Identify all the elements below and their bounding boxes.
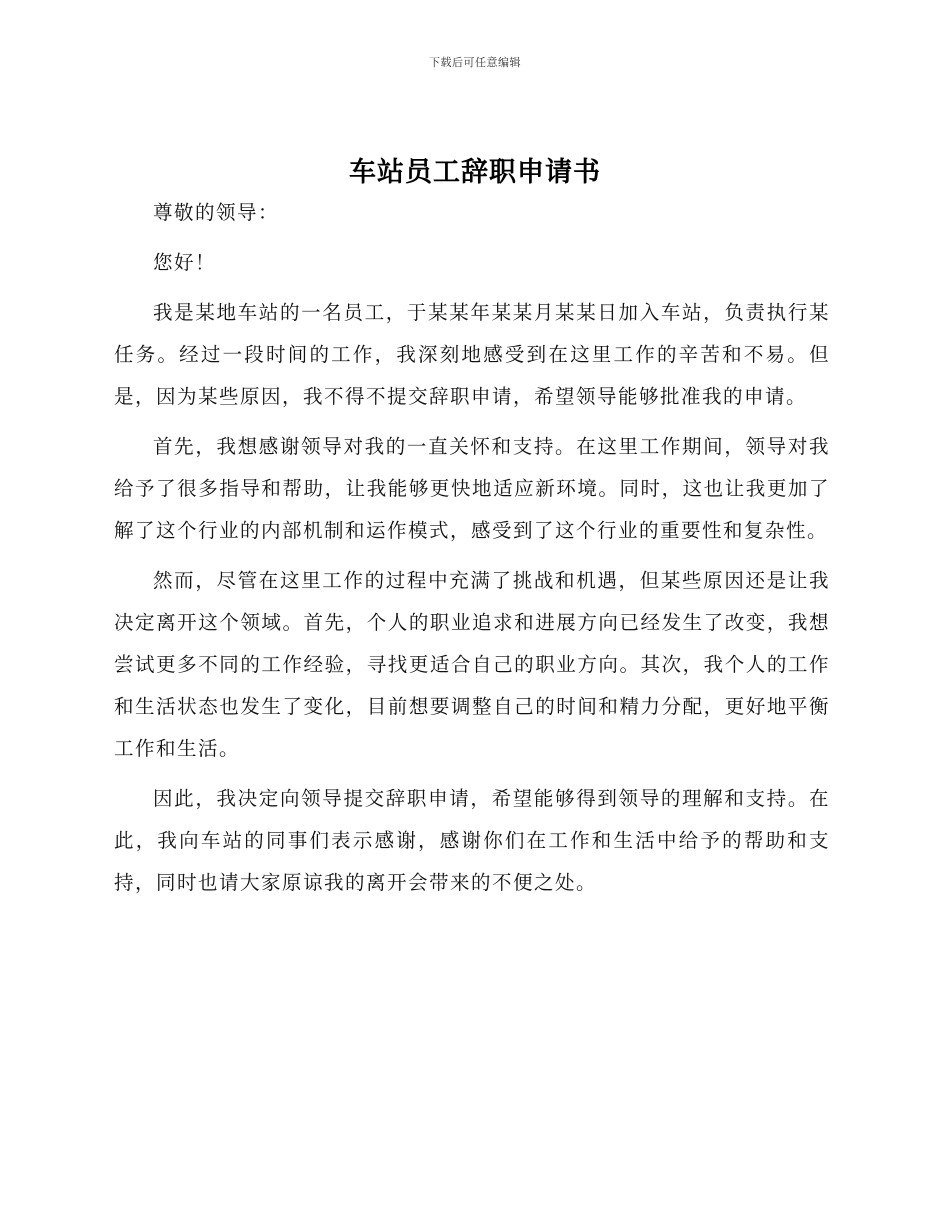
paragraph-thanks: 首先，我想感谢领导对我的一直关怀和支持。在这里工作期间，领导对我给予了很多指导和帮助，让我能够更快地适应新环境。同时，这也让我更加了解了这个行业的内部机制和运作模式，感受到了这个行业的重要性和复杂性。 — [114, 435, 830, 542]
paragraph-reasons: 然而，尽管在这里工作的过程中充满了挑战和机遇，但某些原因还是让我决定离开这个领域。首先，个人的职业追求和进展方向已经发生了改变，我想尝试更多不同的工作经验，寻找更适合自己的职业方向。其次，我个人的工作和生活状态也发生了变化，目前想要调整自己的时间和精力分配，更好地平衡工作和生活。 — [114, 569, 830, 760]
document-title: 车站员工辞职申请书 — [349, 157, 601, 188]
paragraph-conclusion: 因此，我决定向领导提交辞职申请，希望能够得到领导的理解和支持。在此，我向车站的同事们表示感谢，感谢你们在工作和生活中给予的帮助和支持，同时也请大家原谅我的离开会带来的不便之处。 — [114, 787, 830, 894]
document-body — [114, 192, 830, 912]
paragraph-introduction: 我是某地车站的一名员工，于某某年某某月某某日加入车站，负责执行某任务。经过一段时间的工作，我深刻地感受到在这里工作的辛苦和不易。但是，因为某些原因，我不得不提交辞职申请，希望领导能够批准我的申请。 — [114, 301, 830, 408]
greeting: 您好！ — [153, 251, 217, 274]
salutation: 尊敬的领导： — [153, 201, 280, 224]
header-note: 下载后可任意编辑 — [429, 56, 521, 69]
